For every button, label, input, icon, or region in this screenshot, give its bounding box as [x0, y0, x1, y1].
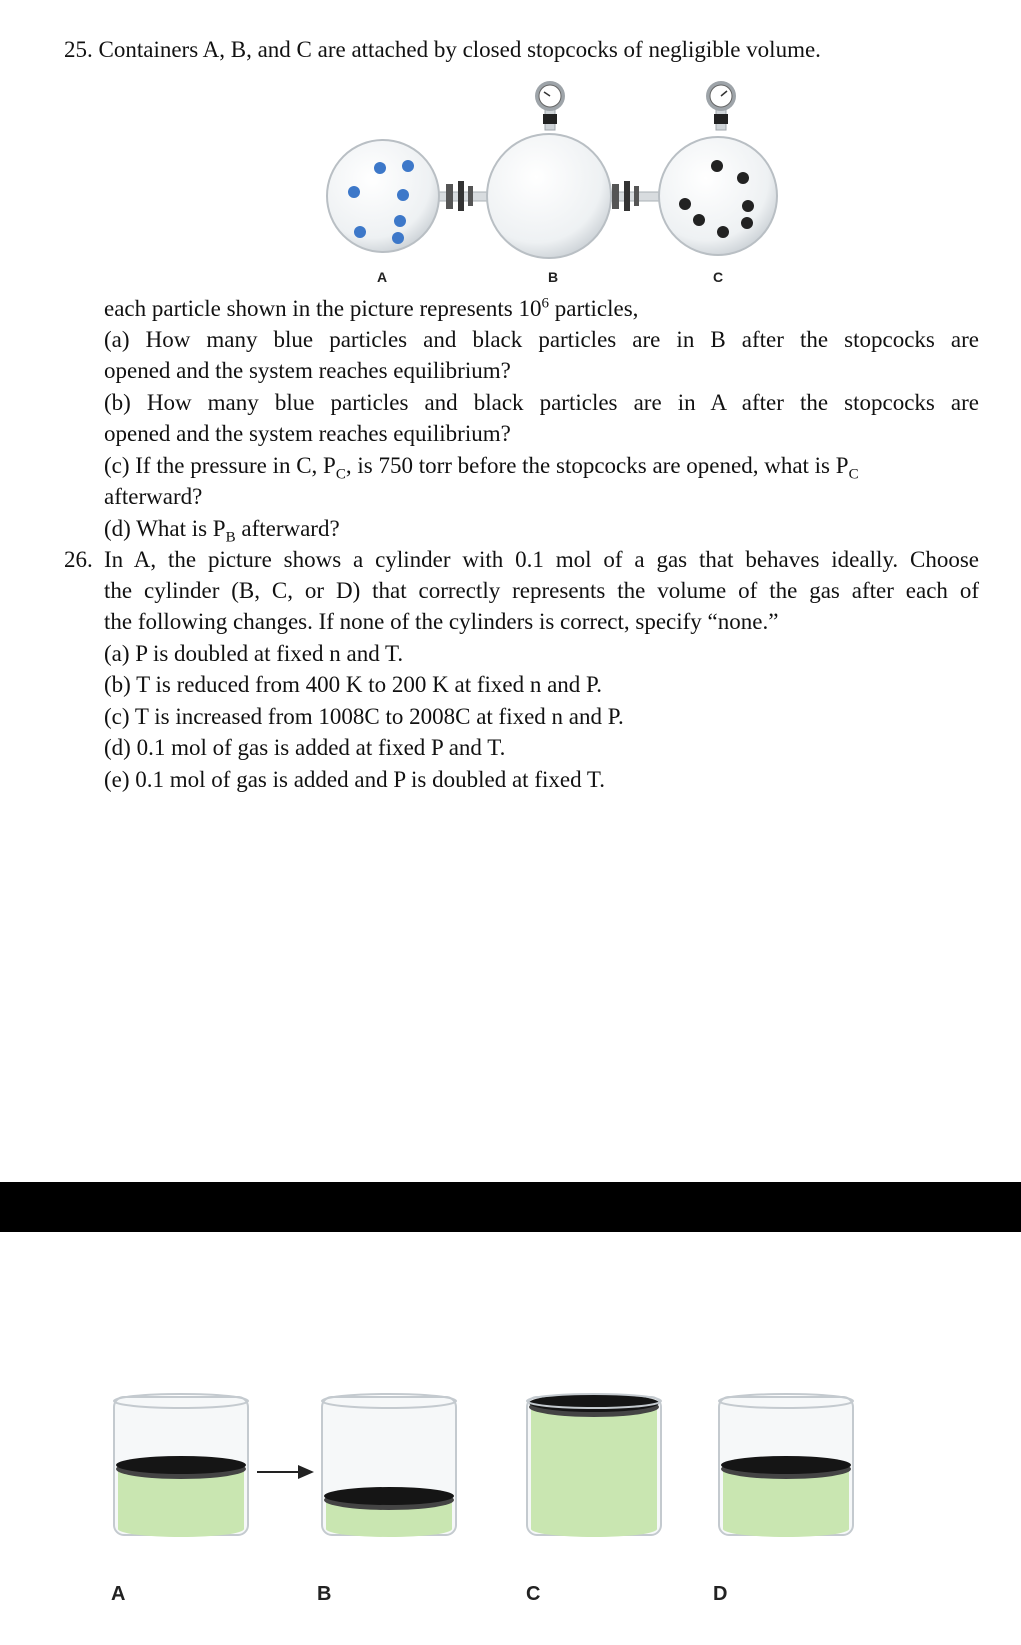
- black-particle: [717, 226, 729, 238]
- q25c-text-b: , is 750 torr before the stopcocks are opened, what is P: [345, 453, 849, 478]
- black-particle: [693, 214, 705, 226]
- q25c-line1: [104, 452, 979, 483]
- blue-particle: [348, 186, 360, 198]
- cylinders-figure: [0, 1385, 1021, 1545]
- cylinder-d-gas-bottom: [723, 1521, 849, 1537]
- arrow-head: [298, 1465, 314, 1479]
- flasks-figure: [0, 80, 1021, 290]
- blue-particle: [402, 160, 414, 172]
- black-particle: [742, 200, 754, 212]
- blue-particle: [374, 162, 386, 174]
- q25-intro: [104, 295, 638, 323]
- black-particle: [741, 217, 753, 229]
- q26-line1: In A, the picture shows a cylinder with 0.1 mol of a gas that behaves ideally. Choose: [104, 547, 979, 572]
- cylinder-c-gas: [531, 1403, 657, 1529]
- q25d: [104, 515, 340, 546]
- cylinder-b-gas-bottom: [326, 1521, 452, 1537]
- cylinder-d-piston: [721, 1456, 851, 1474]
- q25c-sub-2: C: [848, 466, 859, 483]
- q25-intro-text: each particle shown in the picture represents 10: [104, 296, 542, 321]
- q25c-line2: afterward?: [104, 484, 203, 509]
- q26-line3: the following changes. If none of the cylinders is correct, specify “none.”: [104, 609, 779, 634]
- blue-particle: [354, 226, 366, 238]
- q25-intro-tail: particles,: [548, 296, 639, 321]
- flask-label-b: B: [548, 269, 559, 285]
- black-particle: [737, 172, 749, 184]
- q25-number: 25.: [64, 37, 93, 62]
- black-particle: [711, 160, 723, 172]
- q25d-tail: afterward?: [235, 516, 340, 541]
- cylinder-b-piston: [324, 1487, 454, 1505]
- q25c-sub-1: C: [335, 466, 346, 483]
- q25d-text: (d) What is P: [104, 516, 226, 541]
- q26-item-e: (e) 0.1 mol of gas is added and P is doubled at fixed T.: [104, 767, 606, 792]
- cylinder-a-gas-bottom: [118, 1521, 244, 1537]
- q25a-line1: (a) How many blue particles and black particles are in B after the stopcocks are: [104, 327, 979, 352]
- gauge-b: [535, 81, 565, 130]
- flask-b: [487, 134, 611, 258]
- q26-line2: the cylinder (B, C, or D) that correctly represents the volume of the gas after each of: [104, 578, 979, 603]
- q25d-sub: B: [225, 529, 236, 546]
- cylinder-a-piston: [116, 1456, 246, 1474]
- blue-particle: [397, 189, 409, 201]
- q25-stem: [64, 36, 821, 64]
- q26-item-b: (b) T is reduced from 400 K to 200 K at fixed n and P.: [104, 672, 603, 697]
- cylinder-label-a: A: [111, 1583, 126, 1605]
- cylinder-label-d: D: [713, 1583, 728, 1605]
- blue-particle: [394, 215, 406, 227]
- black-particle: [679, 198, 691, 210]
- q26-number: 26.: [64, 547, 93, 572]
- flask-label-a: A: [377, 269, 388, 285]
- q25-stem-text: Containers A, B, and C are attached by closed stopcocks of negligible volume.: [98, 37, 821, 62]
- q25b-line2: opened and the system reaches equilibrium?: [104, 421, 511, 446]
- q26-item-d: (d) 0.1 mol of gas is added at fixed P and T.: [104, 735, 506, 760]
- black-bar: [0, 1182, 1021, 1232]
- flask-a: [327, 140, 439, 252]
- gauge-c: [706, 81, 736, 130]
- cylinder-c-gas-bottom: [531, 1521, 657, 1537]
- flask-label-c: C: [713, 269, 724, 285]
- q25a-line2: opened and the system reaches equilibrium?: [104, 358, 511, 383]
- cylinder-label-b: B: [317, 1583, 332, 1605]
- q26-item-a: (a) P is doubled at fixed n and T.: [104, 641, 404, 666]
- flask-c: [659, 137, 777, 255]
- blue-particle: [392, 232, 404, 244]
- q25c-text-a: (c) If the pressure in C, P: [104, 453, 336, 478]
- cylinder-label-c: C: [526, 1583, 541, 1605]
- q26-item-c: (c) T is increased from 1008C to 2008C at fixed n and P.: [104, 704, 624, 729]
- q25b-line1: (b) How many blue particles and black particles are in A after the stopcocks are: [104, 390, 979, 415]
- q25-intro-exponent: 6: [541, 295, 549, 312]
